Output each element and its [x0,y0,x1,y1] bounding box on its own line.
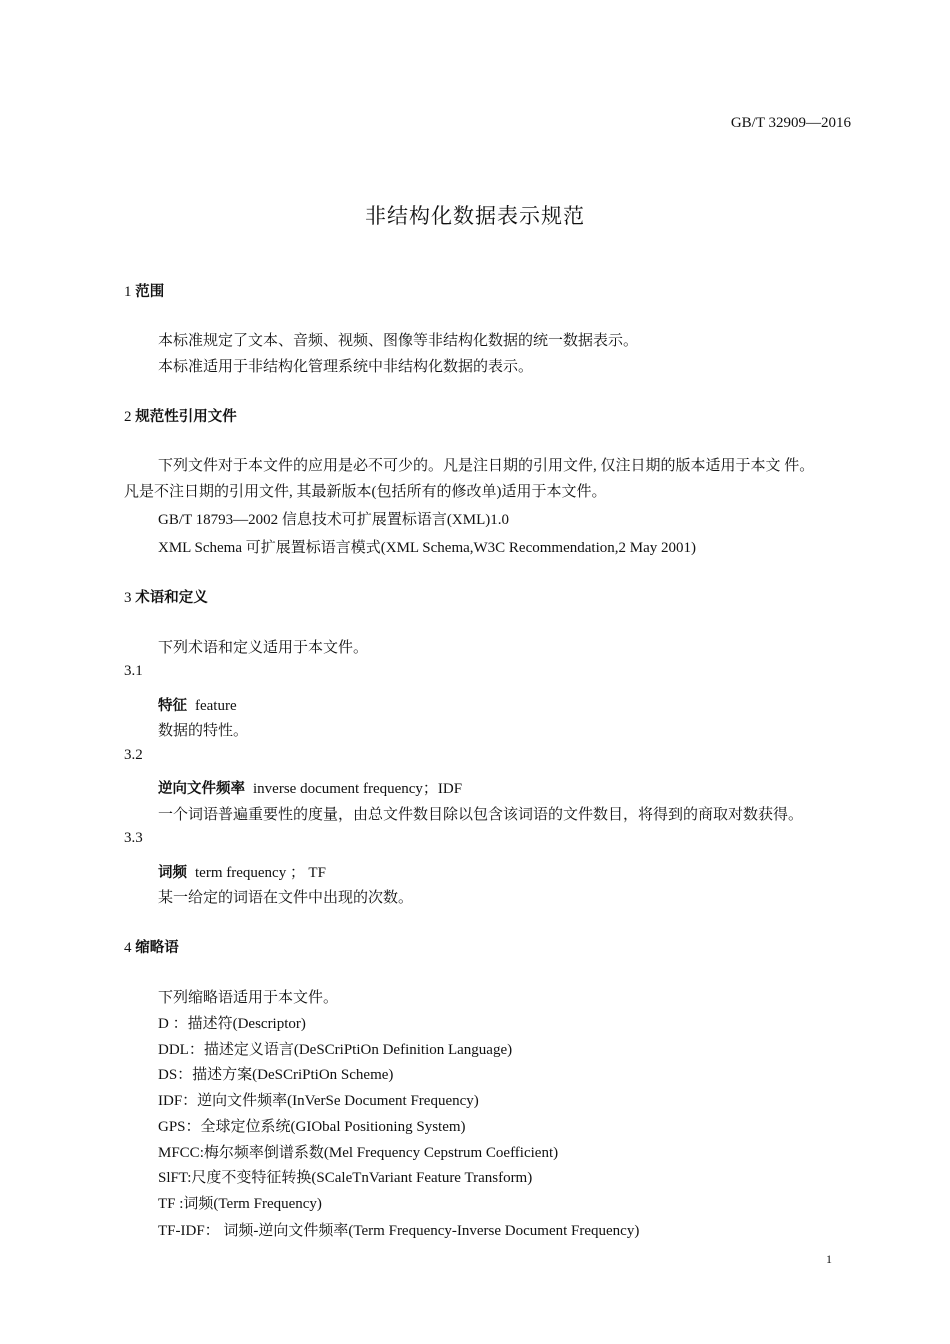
paragraph: 本标准规定了文本、音频、视频、图像等非结构化数据的统一数据表示。 [158,333,639,349]
term-definition: 某一给定的词语在文件中出现的次数。 [158,890,414,906]
term-zh: 特征 [158,698,187,714]
section-4-heading [124,936,179,957]
term-number: 3.3 [124,830,143,846]
section-3-heading [124,586,208,607]
abbreviation-item: D ：描述符(Descriptor) [158,1016,306,1032]
term-definition: 数据的特性。 [158,723,249,739]
term-zh: 逆向文件频率 [158,781,245,797]
abbreviation-item: TF-IDF： 词频-逆向文件频率(Term Frequency-Inverse Document Frequency) [158,1223,640,1239]
term-entry [158,694,237,715]
term-entry [158,861,326,882]
paragraph: 下列文件对于本文件的应用是必不可少的。凡是注日期的引用文件, 仅注日期的版本适用于本文 件。 [158,458,815,474]
document-title: 非结构化数据表示规范 [365,204,585,228]
paragraph-continuation: 凡是不注日期的引用文件, 其最新版本(包括所有的修改单)适用于本文件。 [124,484,607,500]
paragraph: 下列缩略语适用于本文件。 [158,990,339,1006]
section-title: 规范性引用文件 [135,409,237,425]
standard-number: GB/T 32909—2016 [730,115,851,131]
abbreviation-item: DDL：描述定义语言(DeSCriPtiOn Definition Language) [158,1042,513,1058]
term-number: 3.1 [124,663,143,679]
reference-item: GB/T 18793—2002 信息技术可扩展置标语言(XML)1.0 [158,512,509,528]
term-en: inverse document frequency；IDF [253,781,463,797]
section-number: 3 [124,590,132,606]
abbreviation-item: TF :词频(Term Frequency) [158,1196,322,1212]
abbreviation-item: MFCC:梅尔频率倒谱系数(Mel Frequency Cepstrum Coefficient) [158,1145,559,1161]
term-definition: 一个词语普遍重要性的度量，由总文件数目除以包含该词语的文件数目，将得到的商取对数获得。 [158,807,804,823]
section-title: 范围 [135,284,165,300]
abbreviation-item: IDF：逆向文件频率(InVerSe Document Frequency) [158,1093,479,1109]
term-en: feature [195,698,237,714]
section-number: 1 [124,284,132,300]
term-en: term frequency ； TF [195,865,326,881]
section-title: 缩略语 [135,940,179,956]
term-number: 3.2 [124,747,143,763]
paragraph: 下列术语和定义适用于本文件。 [158,640,369,656]
section-number: 2 [124,409,132,425]
abbreviation-item: SlFT:尺度不变特征转换(SCaleTnVariant Feature Transform) [158,1170,533,1186]
reference-item: XML Schema 可扩展置标语言模式(XML Schema,W3C Recommendation,2 May 2001) [158,540,696,556]
section-title: 术语和定义 [135,590,208,606]
abbreviation-item: GPS：全球定位系统(GIObal Positioning System) [158,1119,466,1135]
paragraph: 本标准适用于非结构化管理系统中非结构化数据的表示。 [158,359,534,375]
section-2-heading [124,405,237,426]
page-number: 1 [826,1252,832,1266]
section-1-heading [124,280,164,301]
abbreviation-item: DS：描述方案(DeSCriPtiOn Scheme) [158,1067,394,1083]
term-entry [158,777,462,798]
section-number: 4 [124,940,132,956]
term-zh: 词频 [158,865,187,881]
